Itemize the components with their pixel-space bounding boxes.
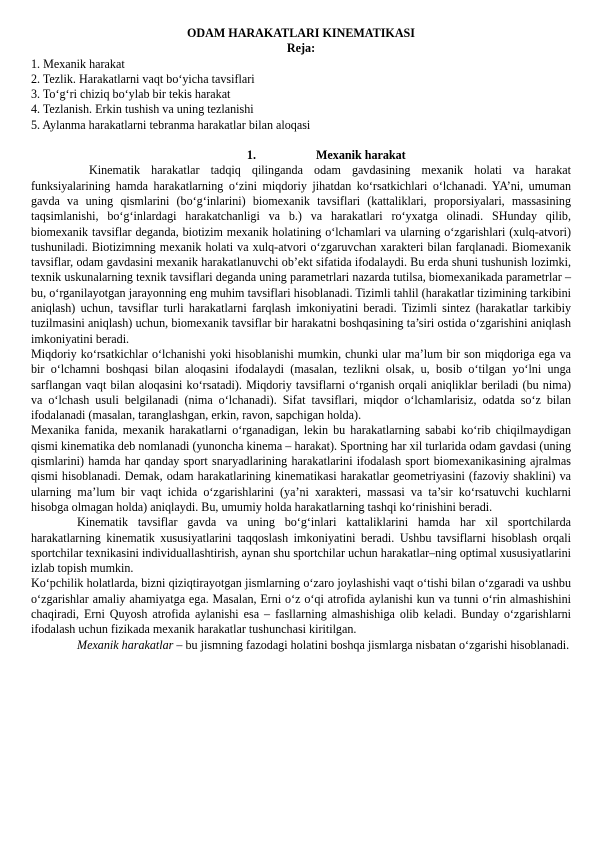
- document-content: [31, 26, 571, 653]
- paragraph-definition: [31, 638, 571, 653]
- plan-list: [31, 57, 571, 133]
- paragraph: Ko‘pchilik holatlarda, bizni qiziqtirayotgan jismlarning o‘zaro joylashishi vaqt o‘tishi bilan o‘zgaradi va ushbu o‘zgarishlar amaliy ahamiyatga ega. Masalan, Erni o‘z o‘qi atrofida aylanishi kun va tunni o‘rin almashishini chaqiradi, Erni Quyosh atrofida aylanishi esa – fasllarning almashishiga olib keladi. Bunday o‘zgarishlarni ifodalash uchun fizikada mexanik harakatlar tushunchasi kiritilgan.: [31, 576, 571, 637]
- spacer: [31, 133, 571, 148]
- paragraph: Kinematik tavsiflar gavda va uning bo‘g‘inlari kattaliklarini hamda har xil sportchilarda harakatlarning kinematik xususiyatlarini taqqoslash imkoniyatini beradi. Ushbu tavsiflarni hisoblash orqali sportchilar texnikasini individuallashtirish, aynan shu sportchilar uchun harakatlar–ning optimal xususiyatlarini izlab topish mumkin.: [31, 515, 571, 576]
- plan-item: 3. To‘g‘ri chiziq bo‘ylab bir tekis harakat: [31, 87, 231, 102]
- section-number: 1.: [246, 148, 256, 163]
- section-gap: [256, 148, 316, 163]
- section-title: Mexanik harakat: [316, 148, 406, 163]
- plan-item: 4. Tezlanish. Erkin tushish va uning tezlanishi: [31, 102, 254, 117]
- paragraph: Mexanika fanida, mexanik harakatlarni o‘rganadigan, lekin bu harakatlarning sababi ko‘rib chiqilmaydigan qismi kinematika deb nomlanadi (yunoncha kinema – harakat). Sportning har xil turlarida odam gavdasi (uning qismlarini) hamda har qanday sport snaryadlarining harakatlarini ifodalash sport biomexanikasining ajralmas qismi hisoblanadi. Demak, odam harakatlarining kinematikasi harakatlar geometriyasini (fazoviy shaklini) va ularning ma’lum bir vaqt ichida o‘zgarishlarini (ya’ni xarakteri, massasi va ta’sir ko‘rsatuvchi kuchlarni hisobga olmagan holda) aniqlaydi. Bu, umumiy holda harakatlarning tashqi ko‘rinishini beradi.: [31, 423, 571, 514]
- document-title: ODAM HARAKATLARI KINEMATIKASI: [186, 26, 415, 40]
- plan-item: 5. Aylanma harakatlarni tebranma harakatlar bilan aloqasi: [31, 117, 311, 132]
- definition-term: Mexanik harakatlar: [77, 637, 174, 652]
- plan-item: 2. Tezlik. Harakatlarni vaqt bo‘yicha tavsiflari: [31, 71, 255, 86]
- plan-heading: Reja:: [286, 41, 316, 56]
- definition-text: – bu jismning fazodagi holatini boshqa jismlarga nisbatan o‘zgarishi hisoblanadi.: [173, 637, 570, 652]
- section-heading: [31, 148, 571, 163]
- paragraph: Miqdoriy ko‘rsatkichlar o‘lchanishi yoki hisoblanishi mumkin, chunki ular ma’lum bir son miqdoriga ega va bir o‘lchamni boshqasi bilan aloqasini ifodalaydi (masalan, tezlikni olsak, u, bosib o‘tilgan yo‘lni unga sarflangan vaqt bilan aloqasini ko‘rsatadi). Miqdoriy tavsiflarni o‘rganish orqali aniqliklar beriladi (bu nima) va o‘lchash usuli belgilanadi (nima o‘lchanadi). Sifat tavsiflari, miqdor o‘lchamlarisiz, odatda so‘z bilan ifodalanadi (masalan, taranglashgan, erkin, ravon, sapchigan holda).: [31, 346, 571, 423]
- plan-item: 1. Mexanik harakat: [31, 56, 125, 71]
- paragraph: Kinematik harakatlar tadqiq qilinganda odam gavdasining mexanik holati va harakat funksiyalarining hamda harakatlarning o‘zini miqdoriy jihatdan ko‘rsatkichlari o‘lchanadi. YA’ni, umuman gavda va uning qismlarini (bo‘g‘inlarini) biomexanik tavsiflari (kattaliklari, proporsiyalari, massasining taqsimlanishi, bo‘g‘inlardagi harakatchanligi va b.) va harakatlari ro‘yxatga olinadi. SHunday qilib, biomexanik tavsiflar deganda, biotizim mexanik holatining o‘lchamlari va ularning o‘zgarishlari (xulq-atvori) tushuniladi. Biotizimning mexanik holati va xulq-atvori o‘zgaruvchan xarakteri bilan farqlanadi. Biomexanik tavsiflar, odam gavdasini mexanik harakatlanuvchi ob’ekt sifatida ifodalaydi. Bu erda shuni tushunish lozimki, texnik uskunalarning texnik tavsiflari deganda uning parametrlari nazarda tutilsa, biomexanikada parametrlar – bu, o‘rganilayotgan jarayonning eng muhim tavsiflari hisoblanadi. Tizimli tahlil (harakatlar tizimining tarkibini aniqlash) uchun, tavsiflar turli harakatlarni farqlash imkoniyatini beradi. Tizimli sintez (harakatlar tarkibiy tuzilmasini aniqlash) uchun, biomexanik tavsiflar bir harakatni boshqasining ta’siri ostida o‘zgarishini aniqlash imkoniyatini beradi.: [31, 163, 571, 346]
